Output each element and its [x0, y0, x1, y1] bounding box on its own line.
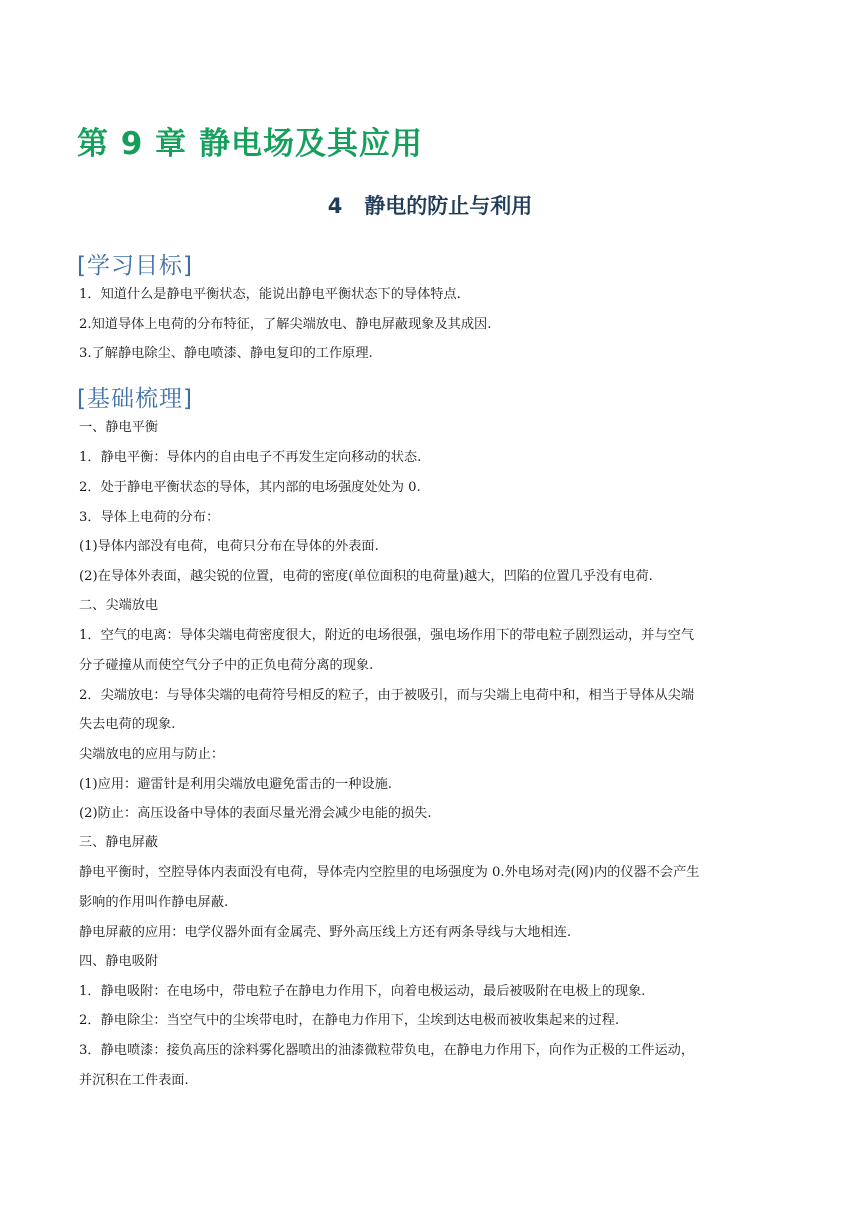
basics-line: 3．导体上电荷的分布：: [79, 510, 220, 525]
basics-line: 一、静电平衡: [79, 420, 159, 435]
chapter-title: 第 9 章 静电场及其应用: [77, 126, 423, 162]
basics-line: 1．空气的电离：导体尖端电荷密度很大，附近的电场很强，强电场作用下的带电粒子剧烈运动，并与空气: [79, 628, 695, 643]
basics-line: 1．静电平衡：导体内的自由电子不再发生定向移动的状态.: [79, 450, 422, 465]
objective-line: 2.知道导体上电荷的分布特征，了解尖端放电、静电屏蔽现象及其成因.: [79, 317, 492, 332]
basics-line: 1．静电吸附：在电场中，带电粒子在静电力作用下，向着电极运动，最后被吸附在电极上的现象.: [79, 984, 646, 999]
section-number: 4: [327, 194, 343, 218]
heading-basics: [基础梳理]: [77, 386, 193, 412]
basics-line: 静电屏蔽的应用：电学仪器外面有金属壳、野外高压线上方还有两条导线与大地相连.: [79, 925, 572, 940]
basics-line: (1)应用：避雷针是利用尖端放电避免雷击的一种设施.: [79, 777, 392, 792]
section-title-text: 静电的防止与利用: [364, 194, 533, 218]
basics-line: 三、静电屏蔽: [79, 835, 159, 850]
objective-line: 3.了解静电除尘、静电喷漆、静电复印的工作原理.: [79, 346, 373, 361]
basics-line: 尖端放电的应用与防止：: [79, 747, 225, 762]
basics-line: (2)防止：高压设备中导体的表面尽量光滑会减少电能的损失.: [79, 806, 432, 821]
objective-line: 1．知道什么是静电平衡状态，能说出静电平衡状态下的导体特点.: [79, 287, 461, 302]
heading-learning-objectives: [学习目标]: [77, 253, 193, 279]
basics-line: 分子碰撞从而使空气分子中的正负电荷分离的现象.: [79, 658, 374, 673]
basics-line: (2)在导体外表面，越尖锐的位置，电荷的密度(单位面积的电荷量)越大，凹陷的位置几乎没有电荷.: [79, 569, 653, 584]
section-title: [0, 190, 860, 220]
basics-line: 2．尖端放电：与导体尖端的电荷符号相反的粒子，由于被吸引，而与尖端上电荷中和，相当于导体从尖端: [79, 688, 695, 703]
basics-line: 2．静电除尘：当空气中的尘埃带电时，在静电力作用下，尘埃到达电极而被收集起来的过程.: [79, 1013, 620, 1028]
basics-line: 3．静电喷漆：接负高压的涂料雾化器喷出的油漆微粒带负电，在静电力作用下，向作为正极的工件运动，: [79, 1043, 695, 1058]
basics-line: 四、静电吸附: [79, 954, 159, 969]
basics-line: (1)导体内部没有电荷，电荷只分布在导体的外表面.: [79, 539, 379, 554]
basics-line: 影响的作用叫作静电屏蔽.: [79, 895, 229, 910]
basics-line: 并沉积在工件表面.: [79, 1073, 189, 1088]
basics-line: 失去电荷的现象.: [79, 717, 176, 732]
basics-line: 2．处于静电平衡状态的导体，其内部的电场强度处处为 0.: [79, 480, 421, 495]
basics-line: 二、尖端放电: [79, 598, 159, 613]
basics-line: 静电平衡时，空腔导体内表面没有电荷，导体壳内空腔里的电场强度为 0.外电场对壳(网)内的仪器不会产生: [79, 865, 700, 880]
